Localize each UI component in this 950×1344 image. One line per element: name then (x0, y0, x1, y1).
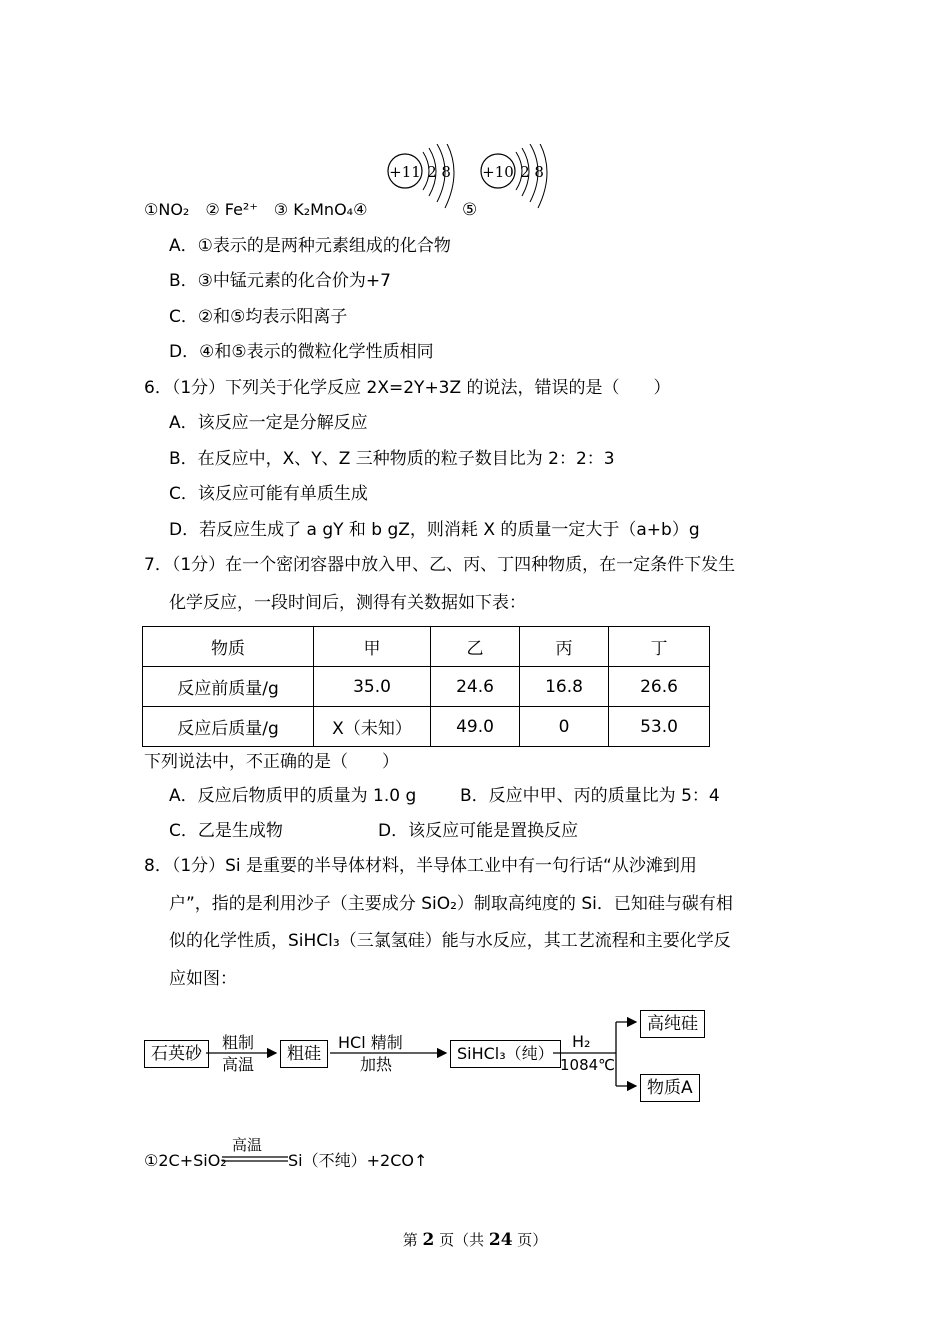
table-cell: 53.0 (609, 707, 710, 747)
q5-option-c: C．②和⑤均表示阳离子 (169, 307, 348, 327)
q7-stem-line2: 化学反应，一段时间后，测得有关数据如下表： (169, 593, 526, 613)
q7-question: 下列说法中，不正确的是（ ） (144, 752, 399, 772)
q6-stem: 6．（1分）下列关于化学反应 2X=2Y+3Z 的说法，错误的是（ ） (144, 378, 671, 398)
q7-option-d: D．该反应可能是置换反应 (378, 821, 579, 841)
equation1-right: Si（不纯）+2CO↑ (288, 1151, 428, 1170)
atom-structure-diagram-1 (385, 144, 465, 214)
flow-step3-bottom: 1084℃ (560, 1056, 616, 1074)
flow-step2-bottom: 加热 (360, 1055, 393, 1074)
table-header-cell: 乙 (431, 627, 520, 667)
q7-option-b: B．反应中甲、丙的质量比为 5：4 (460, 786, 720, 806)
atom2-shells: 2 8 (520, 163, 544, 181)
flow-step3-top: H₂ (572, 1032, 591, 1051)
q7-stem-line1: 7．（1分）在一个密闭容器中放入甲、乙、丙、丁四种物质，在一定条件下发生 (144, 555, 736, 575)
q5-option-a: A．①表示的是两种元素组成的化合物 (169, 236, 451, 256)
atom-structure-diagram-2 (478, 144, 558, 214)
table-header-cell: 丁 (609, 627, 710, 667)
flow-box-sihcl3: SiHCl₃（纯） (450, 1040, 561, 1068)
table-cell: 16.8 (520, 667, 609, 707)
flow-step1-bottom: 高温 (222, 1055, 255, 1074)
page-footer (0, 1229, 950, 1250)
table-row (143, 667, 710, 707)
table-cell: 反应后质量/g (143, 707, 314, 747)
table-cell: X（未知） (314, 707, 431, 747)
q8-line1: 8．（1分）Si 是重要的半导体材料，半导体工业中有一句行话“从沙滩到用 (144, 856, 697, 876)
q5-item5: ⑤ (462, 200, 478, 220)
q7-option-c: C．乙是生成物 (169, 821, 283, 841)
table-header-row (143, 627, 710, 667)
q8-line3: 似的化学性质，SiHCl₃（三氯氢硅）能与水反应，其工艺流程和主要化学反 (169, 931, 731, 951)
table-cell: 49.0 (431, 707, 520, 747)
q6-option-a: A．该反应一定是分解反应 (169, 413, 368, 433)
table-cell: 26.6 (609, 667, 710, 707)
footer-suffix: 页） (512, 1231, 548, 1249)
flow-step1-top: 粗制 (222, 1033, 255, 1052)
equation1-condition: 高温 (232, 1136, 263, 1154)
table-row (143, 707, 710, 747)
table-cell: 24.6 (431, 667, 520, 707)
atom1-shells: 2 8 (427, 163, 451, 181)
flow-box-high-purity-silicon: 高纯硅 (640, 1010, 705, 1038)
atom2-nucleus: +10 (482, 163, 514, 181)
atom1-nucleus: +11 (389, 163, 421, 181)
q7-data-table (142, 626, 710, 747)
table-header-cell: 物质 (143, 627, 314, 667)
table-header-cell: 丙 (520, 627, 609, 667)
footer-prefix: 第 (402, 1231, 423, 1249)
footer-total-pages: 24 (488, 1230, 513, 1250)
equation1-equals-sign (222, 1155, 288, 1163)
table-header-cell: 甲 (314, 627, 431, 667)
q8-line4: 应如图： (169, 969, 237, 989)
flow-step2-top: HCl 精制 (338, 1033, 403, 1052)
q6-option-d: D．若反应生成了 a gY 和 b gZ，则消耗 X 的质量一定大于（a+b）g (169, 520, 700, 540)
q5-option-b: B．③中锰元素的化合价为+7 (169, 271, 391, 291)
q5-option-d: D．④和⑤表示的微粒化学性质相同 (169, 342, 434, 362)
q8-line2: 户”，指的是利用沙子（主要成分 SiO₂）制取高纯度的 Si．已知硅与碳有相 (169, 894, 733, 914)
q7-option-a: A．反应后物质甲的质量为 1.0 g (169, 786, 417, 806)
flow-box-crude-silicon: 粗硅 (280, 1040, 328, 1068)
process-flow-diagram (140, 1008, 740, 1108)
q6-option-b: B．在反应中，X、Y、Z 三种物质的粒子数目比为 2：2：3 (169, 449, 615, 469)
q6-option-c: C．该反应可能有单质生成 (169, 484, 368, 504)
q5-items-line: ①NO₂ ② Fe²⁺ ③ K₂MnO₄④ (144, 200, 368, 219)
equation1-left: ①2C+SiO₂ (144, 1151, 227, 1170)
table-cell: 反应前质量/g (143, 667, 314, 707)
flow-box-substance-a: 物质A (640, 1074, 700, 1102)
flow-box-quartz-sand: 石英砂 (144, 1040, 209, 1068)
table-cell: 35.0 (314, 667, 431, 707)
table-cell: 0 (520, 707, 609, 747)
footer-page-number: 2 (422, 1230, 435, 1250)
footer-middle: 页（共 (434, 1231, 489, 1249)
